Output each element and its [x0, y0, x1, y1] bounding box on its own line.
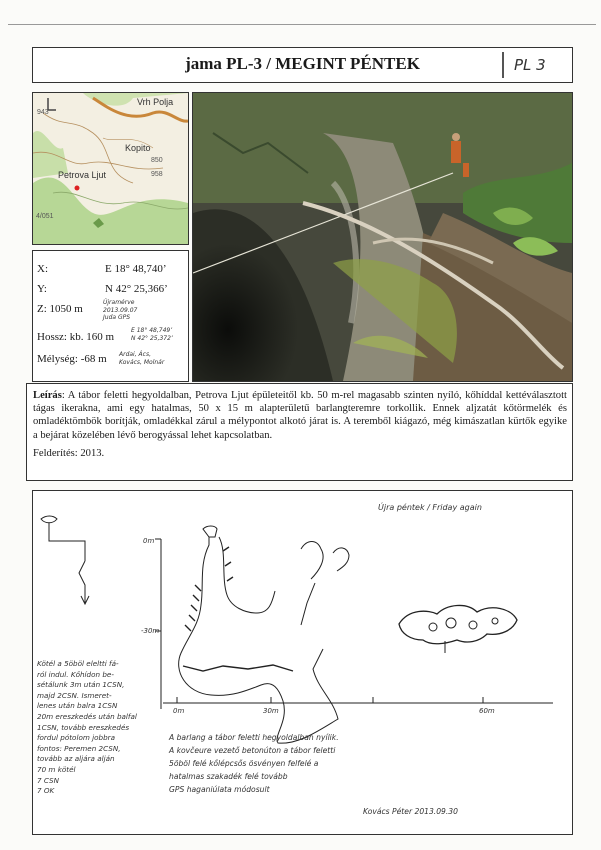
access-note-line: hatalmas szakadék felé tovább — [169, 772, 288, 781]
map-label-vrh-polja: Vrh Polja — [137, 97, 174, 107]
map-elevation-958: 958 — [151, 171, 163, 178]
discovery-date: Felderítés: 2013. — [33, 447, 105, 459]
altitude-note — [103, 299, 137, 322]
access-note-line: A barlang a tábor feletti hegyoldalban nyílik. — [169, 733, 339, 742]
rigging-notes — [37, 659, 157, 797]
depth-note — [119, 351, 164, 366]
map-elevation-850: 850 — [151, 157, 163, 164]
altitude: Z: 1050 m — [37, 303, 83, 315]
depth: Mélység: -68 m — [37, 353, 107, 365]
description-text — [33, 389, 567, 442]
rigging-note-line: sétálunk 3m után 1CSN, — [37, 680, 125, 690]
page-title: jama PL-3 / MEGINT PÉNTEK — [185, 54, 420, 73]
rigging-note-line: 20m ereszkedés után balfal — [37, 711, 137, 721]
map-label-petrova-ljut: Petrova Ljut — [58, 170, 107, 180]
code-separator — [502, 52, 504, 78]
map-label-grid: 4/051 — [36, 213, 54, 220]
profile-axis-minus30: -30m — [141, 627, 160, 635]
rigging-note-line: 7 OK — [37, 786, 55, 796]
signature: Kovács Péter 2013.09.30 — [363, 807, 458, 816]
rigging-note-line: 7 CSN — [37, 775, 59, 785]
cave-code: PL 3 — [514, 56, 546, 74]
rigging-note-line: lenes után balra 1CSN — [37, 701, 118, 711]
plan-axis-30: 30m — [263, 707, 279, 715]
altitude-note-line: Juda GPS — [103, 314, 131, 321]
profile-axis-zero: 0m — [143, 537, 155, 545]
access-note-line: 5öböl felé kőlépcsős ösvényen felfelé a — [169, 759, 319, 768]
y-label: Y: — [37, 283, 47, 295]
length: Hossz: kb. 160 m — [37, 331, 114, 343]
rigging-note-line: 1CSN, tovább ereszkedés — [37, 722, 130, 732]
plan-axis-0: 0m — [173, 707, 185, 715]
description-lead: Leírás — [33, 390, 62, 401]
rigging-note-line: Kötél a 5öböl eleltti fá- — [37, 659, 119, 668]
length-note — [131, 327, 173, 342]
altitude-note-line: Újramérve — [103, 299, 135, 306]
rigging-note-line: fontos: Peremen 2CSN, — [37, 743, 121, 753]
rigging-note-line: 70 m kötél — [37, 764, 76, 774]
cave-photo — [193, 93, 572, 381]
topo-map-graphic — [33, 93, 188, 244]
y-value: N 42° 25,366’ — [105, 283, 168, 295]
access-notes — [169, 731, 469, 796]
rigging-note-line: majd 2CSN. Ismeret- — [37, 690, 112, 700]
rigging-note-line: tovább az aljára alján — [37, 754, 115, 764]
map-elevation-943: 943 — [37, 109, 49, 116]
description-body: : A tábor feletti hegyoldalban, Petrova Ljut épületeitől kb. 50 m-rel magasabb szinten nyíló, kőhíddal kettéválasztott tágas ikerakna, ami egy hatalmas, 50 x 15 m alapterületű barlangteremre torkollik. Ennek aljzatát kőtörmelék és omladéktömbök borítják, omladékkal zárul a mélypontot alkotó járat is. A teremből kiágazó, még kimászatlan kürtők egyike a bejárat közelében lévő berogyással lehet kapcsolatban. — [33, 390, 567, 441]
x-value: E 18° 48,740’ — [105, 263, 167, 275]
length-note-line: N 42° 25,372’ — [131, 334, 173, 342]
length-note-line: E 18° 48,749’ — [131, 327, 173, 334]
cave-entrance-photo — [192, 92, 573, 382]
rigging-note-line: fordul pótolom jobbra — [37, 733, 116, 743]
access-note-line: A kovčeure vezető betonúton a tábor feletti — [169, 746, 336, 755]
coordinates-panel — [32, 250, 189, 382]
description-box — [26, 383, 573, 481]
rigging-note-line: ról indul. Kőhídon be- — [37, 669, 114, 679]
plan-axis-60: 60m — [479, 707, 495, 715]
top-rule — [8, 24, 596, 25]
map-label-kopito: Kopito — [125, 143, 151, 153]
depth-note-line: Ardai, Ács, — [119, 351, 151, 358]
cave-survey-sketch — [32, 490, 573, 835]
x-label: X: — [37, 263, 48, 275]
altitude-note-line: 2013.09.07 — [103, 306, 138, 314]
sketch-top-note: Újra péntek / Friday again — [378, 503, 482, 512]
depth-note-line: Kovács, Molnár — [119, 358, 165, 366]
location-map — [32, 92, 189, 245]
access-note-line: GPS haganiúlata módosult — [169, 785, 270, 794]
